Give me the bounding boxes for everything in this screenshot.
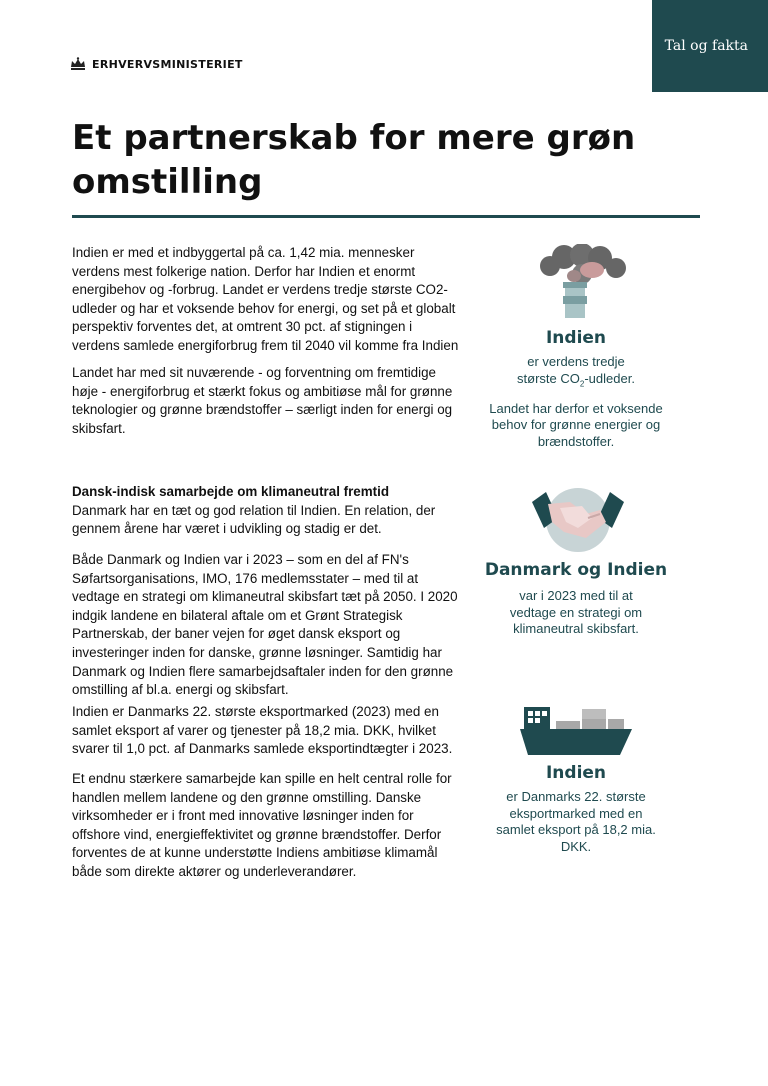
fact-title: Indien [545,763,607,783]
paragraph-6 [72,770,462,882]
body-text: Både Danmark og Indien var i 2023 – som en del af FN's Søfartsorganisations, IMO, 176 medlemsstater – med til at vedtage en strategi om klimaneutral skibsfart tæt på 2050. I 2020 indgik landene en bilateral aftale om et Grønt Strategisk Partnerskab, der baner vejen for øget dansk eksport og investeringer inden for danske, grønne løsninger. Samtidig har Danmark og Indien flere samarbejdsaftaler inden for den grønne omstilling af bl.a. energi og skibsfart. [72,552,458,698]
subscript: 2 [579,379,585,389]
page-title: Et partnerskab for mere grøn omstilling [72,118,636,202]
intro-paragraph-2 [72,364,462,438]
section-heading: Dansk-indisk samarbejde om klimaneutral fremtid [72,484,390,499]
title-divider [72,215,700,218]
paragraph-5 [72,703,462,759]
fact-text [478,354,674,393]
fact-title: Indien [545,328,607,348]
crown-icon [70,57,86,71]
body-text: Landet har med sit nuværende - og forventning om fremtidige høje - energiforbrug et stærkt fokus og ambitiøse mål for grønne teknologier og grønne brændstoffer – særligt inden for energi og skibsfart. [72,365,453,436]
fact-card-emissions [478,328,674,450]
body-text: Indien er med et indbyggertal på ca. 1,42 mia. mennesker verdens mest folkerige nation. Derfor har Indien et enormt energibehov og -forbrug. Landet er verdens tredje største CO2-udleder og har et voksende behov for energi, og set på et globalt perspektiv forventes det, at omtrent 30 pct. af stigningen i verdens samlede energiforbrug frem til 2040 vil komme fra Indien [72,245,459,353]
section-block [72,483,462,539]
cargo-ship-icon [520,705,632,757]
tag-label: Tal og fakta [664,38,748,54]
body-text: Indien er Danmarks 22. største eksportmarked (2023) med en samlet eksport af varer og tjenester på 18,2 mia. DKK, hvilket svarer til 1,0 pct. af Danmarks samlede eksportindtægter i 2023. [72,704,453,757]
body-text: Danmark har en tæt og god relation til Indien. En relation, der gennem årene har været i udvikling og stadig er det. [72,502,436,537]
fact-text: var i 2023 med til at vedtage en strategi om klimaneutral skibsfart. [509,588,643,636]
ministry-logo [70,57,243,71]
fact-card-export [478,763,674,855]
fact-card-strategy [478,560,674,638]
fact-text-2: Landet har derfor et voksende behov for grønne energier og brændstoffer. [489,400,663,449]
fact-text: er Danmarks 22. største eksportmarked med en samlet eksport på 18,2 mia. DKK. [496,789,656,854]
fact-line: største CO [517,370,580,386]
body-text: Et endnu stærkere samarbejde kan spille en helt central rolle for handlen mellem landene og den grønne omstilling. Danske virksomheder er i front med innovative løsninger inden for offshore vind, energieffektivitet og grønne brændstoffer. Derfor forventes de at kunne understøtte Indiens ambitiøse klimamål både som direkte aktører og underleverandører. [72,771,452,879]
handshake-icon [530,488,626,552]
paragraph-4 [72,551,462,700]
intro-paragraph-1 [72,244,462,356]
smokestack-icon [538,244,630,320]
tal-og-fakta-tag [652,0,768,92]
logo-text: ERHVERVSMINISTERIET [92,57,243,71]
fact-line: -udleder. [584,370,635,386]
fact-line: er verdens tredje [527,354,625,369]
fact-title: Danmark og Indien [484,560,668,580]
